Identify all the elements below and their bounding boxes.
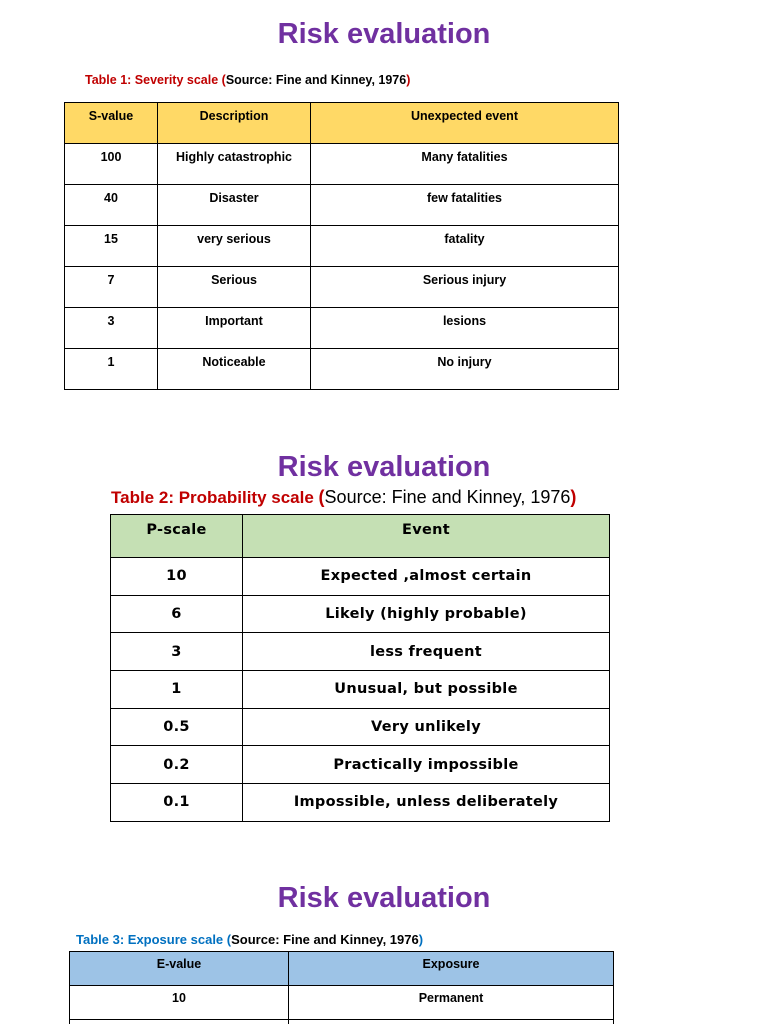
section-title-exposure: Risk evaluation [277,882,491,914]
table-cell: less frequent [243,633,610,671]
table-cell: Permanent [289,986,614,1020]
caption-close-paren: ) [570,487,577,507]
column-header-event: Event [243,515,610,558]
column-header-e-value: E-value [70,952,289,986]
table-cell: Noticeable [158,349,311,390]
table-row [65,349,619,390]
table-cell: Unusual, but possible [243,671,610,709]
table-header-row [65,103,619,144]
caption-open-paren: ( [318,487,325,507]
table-caption-exposure [76,932,423,947]
caption-label: Table 1: Severity scale [85,73,222,87]
column-header-p-scale: P-scale [111,515,243,558]
table-caption-severity [85,73,410,87]
column-header-unexpected-event: Unexpected event [311,103,619,144]
table-cell: 3 [65,308,158,349]
table-cell: Highly catastrophic [158,144,311,185]
table-cell: 3 [111,633,243,671]
table-row [111,746,610,784]
table-cell: Disaster [158,185,311,226]
table-cell: few fatalities [311,185,619,226]
table-cell: Serious injury [311,267,619,308]
table-row [111,595,610,633]
table-cell: 0.1 [111,784,243,822]
table-cell: Impossible, unless deliberately [243,784,610,822]
table-cell: Many fatalities [311,144,619,185]
table-cell: 10 [70,986,289,1020]
table-cell: Important [158,308,311,349]
caption-source: Source: Fine and Kinney, 1976 [231,932,419,947]
table-cell: Serious [158,267,311,308]
table-row [111,558,610,596]
table-cell: 6 [111,595,243,633]
column-header-s-value: S-value [65,103,158,144]
table-cell: 7 [65,267,158,308]
table-cell: 0.5 [111,708,243,746]
section-title-severity: Risk evaluation [277,18,491,50]
table-cell: 1 [111,671,243,709]
table-row [111,708,610,746]
caption-source: Source: Fine and Kinney, 1976 [225,73,407,87]
table-cell: lesions [311,308,619,349]
table-cell: 100 [65,144,158,185]
table-row [70,986,614,1020]
table-row [70,1020,614,1024]
probability-scale-table [110,514,610,822]
table-caption-probability [111,487,576,508]
table-row [65,226,619,267]
table-cell [70,1020,289,1024]
caption-open-paren: ( [226,932,232,947]
table-row [111,633,610,671]
column-header-description: Description [158,103,311,144]
caption-label: Table 2: Probability scale [111,488,319,507]
caption-open-paren: ( [221,73,226,87]
table-cell: Expected ,almost certain [243,558,610,596]
table-cell: Likely (highly probable) [243,595,610,633]
section-title-probability: Risk evaluation [277,451,491,483]
table-cell: No injury [311,349,619,390]
caption-close-paren: ) [418,932,424,947]
table-cell: Very unlikely [243,708,610,746]
table-header-row [70,952,614,986]
table-row [65,144,619,185]
table-cell: 15 [65,226,158,267]
table-row [65,308,619,349]
exposure-scale-table [69,951,614,1024]
table-cell: 1 [65,349,158,390]
caption-close-paren: ) [406,73,411,87]
table-row [65,267,619,308]
table-row [111,784,610,822]
table-cell: 40 [65,185,158,226]
column-header-exposure: Exposure [289,952,614,986]
table-row [65,185,619,226]
caption-label: Table 3: Exposure scale [76,932,227,947]
table-cell: 0.2 [111,746,243,784]
severity-scale-table [64,102,619,390]
table-row [111,671,610,709]
table-cell: Practically impossible [243,746,610,784]
table-cell [289,1020,614,1024]
table-header-row [111,515,610,558]
table-cell: 10 [111,558,243,596]
caption-source: Source: Fine and Kinney, 1976 [324,487,571,507]
table-cell: very serious [158,226,311,267]
table-cell: fatality [311,226,619,267]
